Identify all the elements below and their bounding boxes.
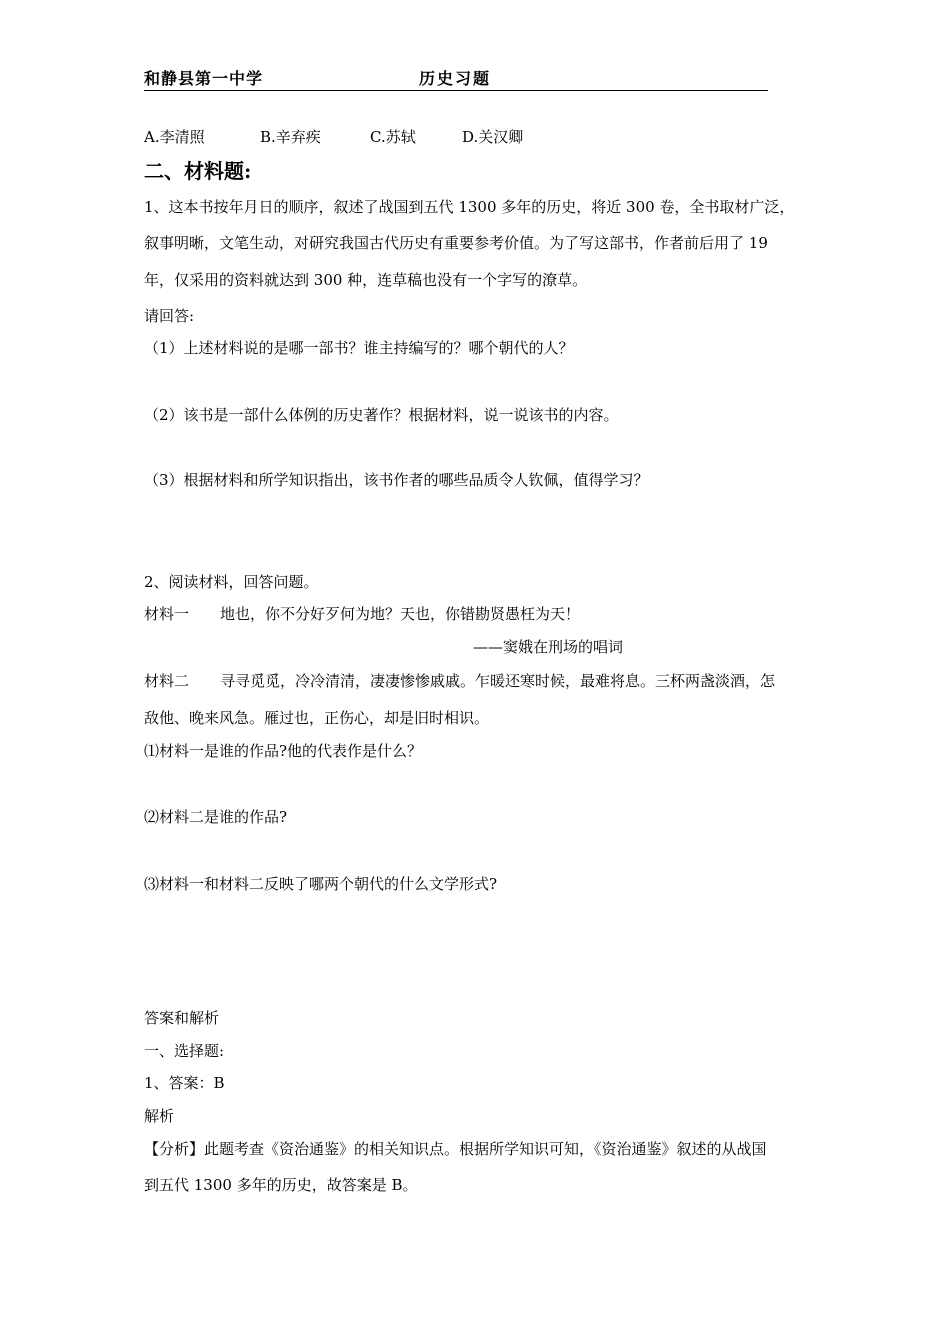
option-c: C.苏轼 xyxy=(370,128,416,146)
material-1-label: 材料一 xyxy=(144,605,190,623)
q2-material-2 xyxy=(144,671,775,691)
analysis-label: 解析 xyxy=(144,1107,175,1125)
option-a: A.李清照 xyxy=(144,128,205,146)
q1-sub-3: （3）根据材料和所学知识指出，该书作者的哪些品质令人钦佩，值得学习？ xyxy=(144,471,649,489)
q2-sub-1: ⑴材料一是谁的作品?他的代表作是什么？ xyxy=(144,742,423,760)
q2-sub-2: ⑵材料二是谁的作品? xyxy=(144,808,288,826)
q1-prompt: 请回答: xyxy=(144,307,195,325)
q2-sub-3: ⑶材料一和材料二反映了哪两个朝代的什么文学形式? xyxy=(144,875,498,893)
q1-line-3: 年，仅采用的资料就达到 300 种，连草稿也没有一个字写的潦草。 xyxy=(144,271,588,289)
q1-line-2: 叙事明晰，文笔生动，对研究我国古代历史有重要参考价值。为了写这部书，作者前后用了 19 xyxy=(144,234,768,252)
q1-sub-2: （2）该书是一部什么体例的历史著作？根据材料，说一说该书的内容。 xyxy=(144,406,619,424)
q1-line-1: 1、这本书按年月日的顺序，叙述了战国到五代 1300 多年的历史，将近 300 卷，全书取材广泛， xyxy=(144,198,795,216)
page-header xyxy=(144,66,768,91)
analysis-line-2: 到五代 1300 多年的历史，故答案是 B。 xyxy=(144,1176,418,1194)
q1-sub-1: （1）上述材料说的是哪一部书？谁主持编写的？哪个朝代的人？ xyxy=(144,339,574,357)
q2-material-1 xyxy=(144,604,580,624)
section-2-title: 二、材料题: xyxy=(144,159,252,183)
material-2-text-1: 寻寻觅觅，冷冷清清，凄凄惨惨戚戚。乍暖还寒时候，最难将息。三杯两盏淡酒，怎 xyxy=(220,672,776,690)
choice-options xyxy=(144,127,523,147)
material-2-label: 材料二 xyxy=(144,672,190,690)
option-d: D.关汉卿 xyxy=(462,128,524,146)
material-2-text-2: 敌他、晚来风急。雁过也，正伤心，却是旧时相识。 xyxy=(144,709,490,727)
q2-intro: 2、阅读材料，回答问题。 xyxy=(144,573,319,591)
answers-title: 答案和解析 xyxy=(144,1009,220,1027)
option-b: B.辛弃疾 xyxy=(260,128,321,146)
material-1-text: 地也，你不分好歹何为地？天也，你错勘贤愚枉为天！ xyxy=(220,605,581,623)
answers-section-1: 一、选择题: xyxy=(144,1042,225,1060)
school-name: 和静县第一中学 xyxy=(144,69,264,88)
subject-name: 历史习题 xyxy=(419,69,492,88)
analysis-line-1: 【分析】此题考查《资治通鉴》的相关知识点。根据所学知识可知，《资治通鉴》叙述的从战国 xyxy=(144,1140,767,1158)
answer-1: 1、答案：B xyxy=(144,1074,225,1092)
material-1-source: ——窦娥在刑场的唱词 xyxy=(473,638,624,656)
